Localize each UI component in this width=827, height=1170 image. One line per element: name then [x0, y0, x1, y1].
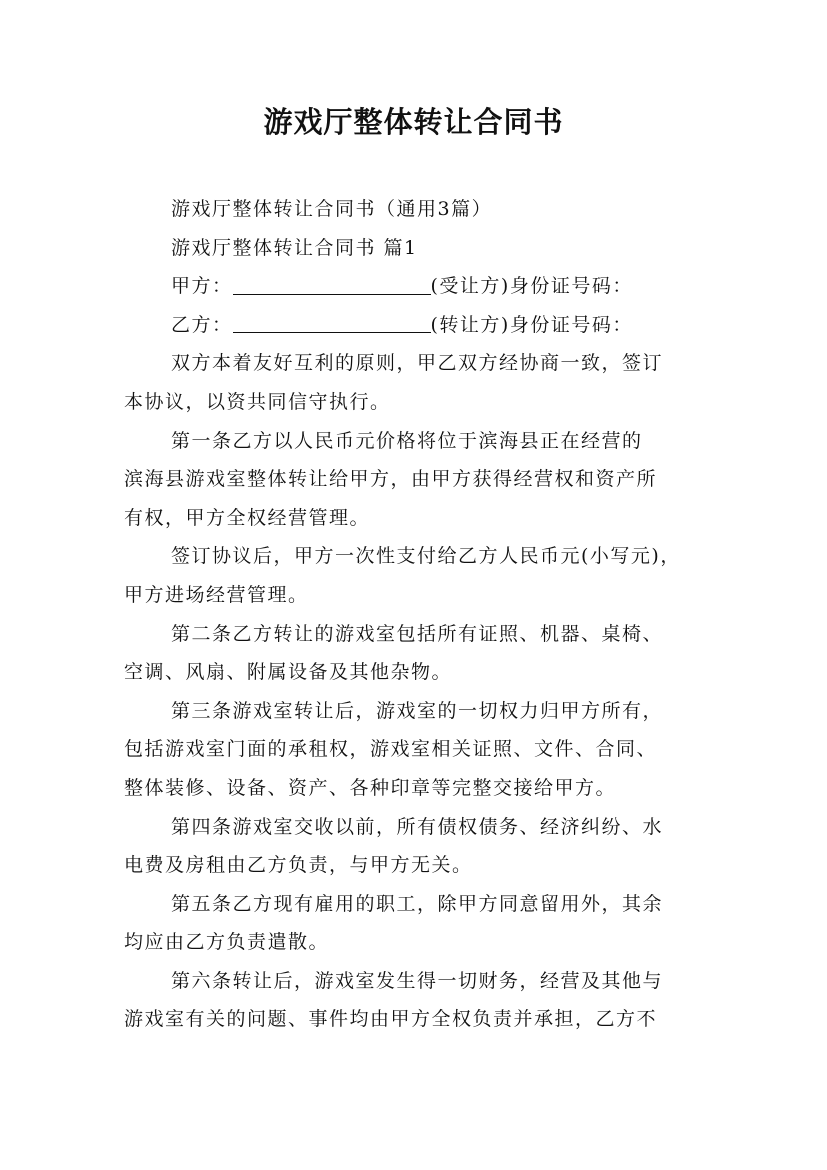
paragraph-line: 电费及房租由乙方负责，与甲方无关。: [124, 854, 473, 877]
paragraph-line: 签订协议后，甲方一次性支付给乙方人民币元(小写元)，: [171, 545, 681, 568]
paragraph-line: 第五条乙方现有雇用的职工，除甲方同意留用外，其余: [171, 892, 664, 915]
paragraph-line: 均应由乙方负责遣散。: [124, 931, 330, 954]
party-a-name-blank: [233, 272, 431, 295]
paragraph-line: 本协议，以资共同信守执行。: [124, 390, 391, 413]
paragraph-line: 第六条转让后，游戏室发生得一切财务，经营及其他与: [171, 969, 664, 992]
paragraph-1: [124, 344, 720, 421]
paragraph-line: 第三条游戏室转让后，游戏室的一切权力归甲方所有，: [171, 699, 664, 722]
paragraph-line: 第四条游戏室交收以前，所有债权债务、经济纠纷、水: [171, 815, 664, 838]
section-heading: 游戏厅整体转让合同书 篇1: [171, 236, 418, 259]
party-b-suffix: (转让方)身份证号码：: [430, 313, 633, 336]
paragraph-line: 双方本着友好互利的原则，甲乙双方经协商一致，签订: [171, 352, 664, 375]
paragraph-line: 第二条乙方转让的游戏室包括所有证照、机器、桌椅、: [171, 622, 664, 645]
paragraph-line: 第一条乙方以人民币元价格将位于滨海县正在经营的: [171, 429, 643, 452]
paragraph-line: 整体装修、设备、资产、各种印章等完整交接给甲方。: [124, 776, 617, 799]
party-b-name-blank: [233, 310, 431, 333]
paragraph-line: 有权，甲方全权经营管理。: [124, 506, 371, 529]
party-b-line: [124, 306, 720, 345]
document-title: 游戏厅整体转让合同书: [263, 105, 564, 139]
paragraph-article-2: [124, 615, 720, 692]
paragraph-line: 包括游戏室门面的承租权，游戏室相关证照、文件、合同、: [124, 738, 658, 761]
party-a-prefix: 甲方：: [171, 275, 233, 298]
party-a-line: [124, 267, 720, 306]
paragraph-line: 空调、风扇、附属设备及其他杂物。: [124, 661, 453, 684]
paragraph-line: 甲方进场经营管理。: [124, 583, 309, 606]
paragraph-article-1: [124, 422, 720, 538]
party-a-suffix: (受让方)身份证号码：: [430, 275, 633, 298]
paragraph-line: 滨海县游戏室整体转让给甲方，由甲方获得经营权和资产所: [124, 468, 658, 491]
paragraph-line: 游戏室有关的问题、事件均由甲方全权负责并承担，乙方不: [124, 1008, 658, 1031]
party-b-prefix: 乙方：: [171, 313, 233, 336]
paragraph-article-3: [124, 692, 720, 808]
paragraph-payment: [124, 537, 720, 614]
document-subtitle: 游戏厅整体转让合同书（通用3篇）: [171, 198, 493, 220]
paragraph-article-5: [124, 885, 720, 962]
paragraph-article-4: [124, 808, 720, 885]
paragraph-article-6: [124, 962, 720, 1039]
document-body: [124, 190, 720, 1039]
